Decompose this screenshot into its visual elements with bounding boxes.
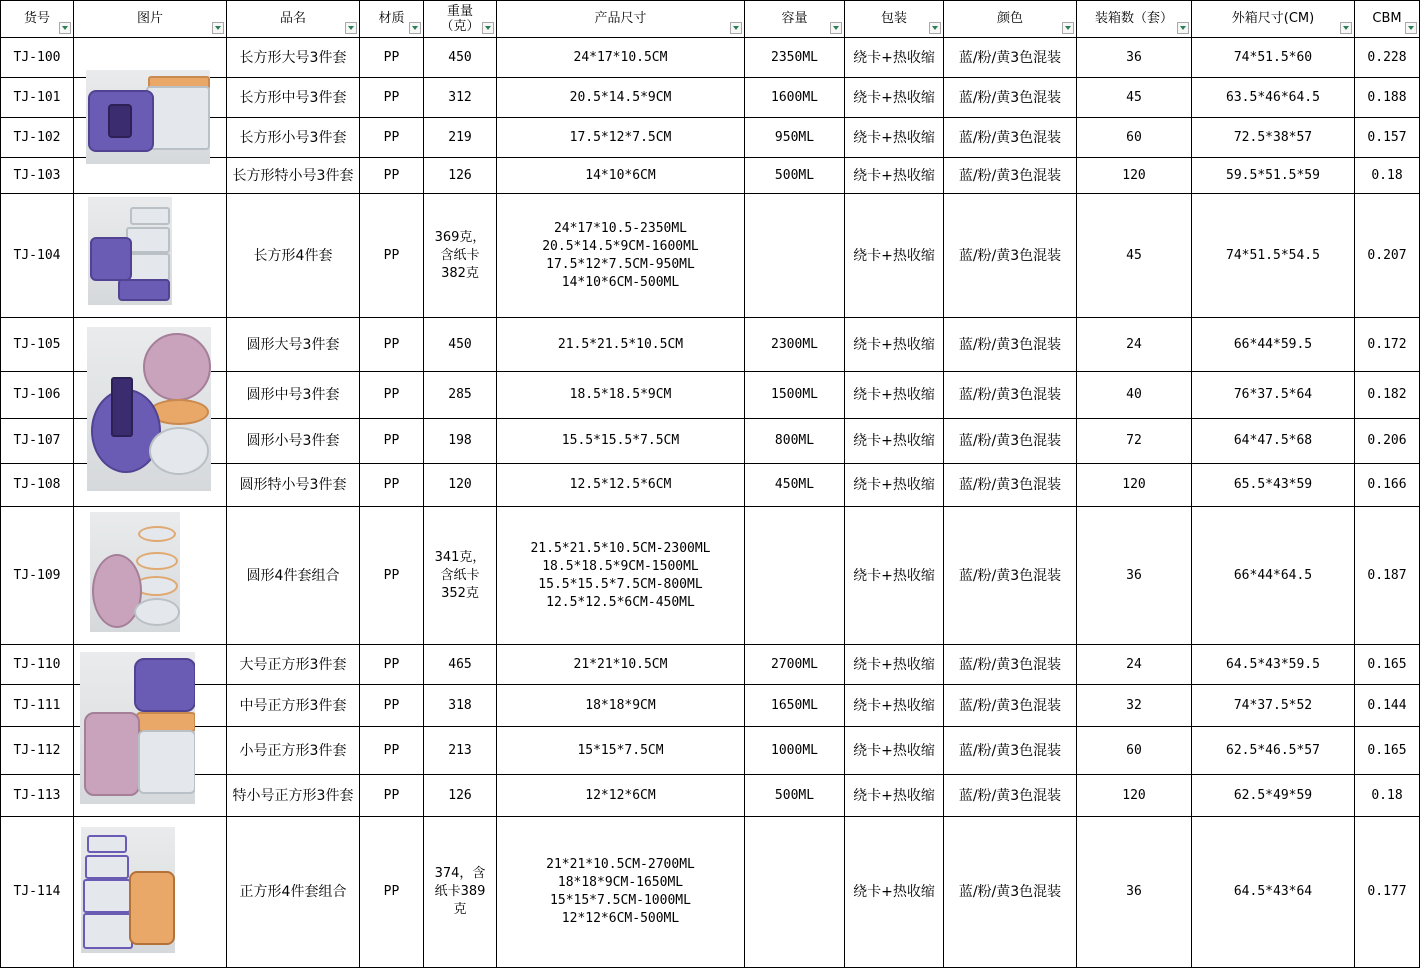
- filter-dropdown-icon[interactable]: [830, 22, 842, 34]
- product-photo: [81, 827, 175, 953]
- cell-material[interactable]: PP: [383, 89, 400, 105]
- cell-size[interactable]: 18*18*9CM: [585, 697, 656, 713]
- container-shape: [130, 207, 170, 225]
- cell-cbm[interactable]: 0.166: [1367, 477, 1407, 492]
- filter-dropdown-icon[interactable]: [345, 22, 357, 34]
- container-shape: [134, 658, 195, 712]
- container-shape: [111, 377, 133, 437]
- cell-name[interactable]: 特小号正方形3件套: [232, 787, 354, 804]
- filter-dropdown-icon[interactable]: [730, 22, 742, 34]
- container-shape: [143, 333, 211, 401]
- filter-dropdown-icon[interactable]: [1340, 22, 1352, 34]
- cell-color[interactable]: 蓝/粉/黄3色混装: [958, 336, 1062, 353]
- cell-qty[interactable]: 36: [1126, 567, 1142, 583]
- cell-packing[interactable]: 绕卡+热收缩: [853, 89, 935, 106]
- cell-weight[interactable]: 219: [448, 129, 472, 145]
- cell-packing[interactable]: 绕卡+热收缩: [853, 656, 935, 673]
- cell-weight[interactable]: 369克， 含纸卡 382克: [434, 229, 486, 281]
- cell-capacity[interactable]: 500ML: [774, 167, 815, 183]
- cell-material[interactable]: PP: [383, 884, 400, 899]
- cell-capacity[interactable]: 950ML: [774, 129, 815, 145]
- cell-carton[interactable]: 74*51.5*60: [1233, 49, 1313, 65]
- cell-code[interactable]: TJ-113: [13, 787, 61, 803]
- cell-name[interactable]: 大号正方形3件套: [239, 656, 347, 673]
- filter-dropdown-icon[interactable]: [1405, 22, 1417, 34]
- cell-cbm[interactable]: 0.228: [1367, 49, 1407, 65]
- cell-carton[interactable]: 64.5*43*59.5: [1226, 656, 1320, 672]
- cell-packing[interactable]: 绕卡+热收缩: [853, 742, 935, 759]
- cell-packing[interactable]: 绕卡+热收缩: [853, 336, 935, 353]
- cell-carton[interactable]: 62.5*49*59: [1233, 787, 1313, 803]
- cell-material[interactable]: PP: [383, 433, 400, 448]
- grid-column-line: [73, 0, 74, 968]
- cell-qty[interactable]: 45: [1126, 247, 1142, 263]
- cell-size[interactable]: 15.5*15.5*7.5CM: [561, 433, 680, 448]
- cell-cbm[interactable]: 0.182: [1367, 387, 1407, 402]
- cell-weight[interactable]: 374，含 纸卡389 克: [434, 866, 486, 917]
- cell-qty[interactable]: 60: [1126, 129, 1142, 145]
- cell-material[interactable]: PP: [383, 697, 400, 713]
- cell-packing[interactable]: 绕卡+热收缩: [853, 477, 935, 493]
- product-photo: [88, 197, 172, 305]
- cell-material[interactable]: PP: [383, 247, 400, 263]
- filter-dropdown-icon[interactable]: [409, 22, 421, 34]
- cell-code[interactable]: TJ-103: [13, 167, 61, 183]
- cell-capacity[interactable]: 500ML: [774, 787, 815, 803]
- cell-color[interactable]: 蓝/粉/黄3色混装: [958, 884, 1062, 900]
- cell-carton[interactable]: 72.5*38*57: [1233, 129, 1313, 145]
- cell-material[interactable]: PP: [383, 49, 400, 65]
- product-photo: [87, 327, 211, 491]
- container-shape: [138, 526, 176, 542]
- column-header-size[interactable]: 产品尺寸: [594, 11, 647, 26]
- cell-name[interactable]: 长方形中号3件套: [239, 89, 347, 106]
- cell-material[interactable]: PP: [383, 387, 400, 402]
- cell-cbm[interactable]: 0.206: [1367, 433, 1407, 448]
- cell-material[interactable]: PP: [383, 129, 400, 145]
- cell-color[interactable]: 蓝/粉/黄3色混装: [958, 787, 1062, 804]
- cell-weight[interactable]: 341克， 含纸卡 352克: [434, 549, 486, 601]
- cell-weight[interactable]: 465: [448, 656, 472, 672]
- column-header-carton[interactable]: 外箱尺寸(CM): [1231, 11, 1315, 26]
- column-header-capacity[interactable]: 容量: [781, 11, 808, 26]
- cell-name[interactable]: 圆形小号3件套: [246, 433, 340, 449]
- cell-name[interactable]: 圆形中号3件套: [246, 387, 340, 403]
- cell-qty[interactable]: 36: [1126, 49, 1142, 65]
- cell-code[interactable]: TJ-106: [13, 387, 61, 402]
- cell-material[interactable]: PP: [383, 787, 400, 803]
- cell-cbm[interactable]: 0.188: [1367, 89, 1407, 105]
- cell-size[interactable]: 24*17*10.5-2350ML 20.5*14.5*9CM-1600ML 17.5*12*7.5CM-950ML 14*10*6CM-500ML: [542, 220, 699, 290]
- column-header-cbm[interactable]: CBM: [1372, 11, 1402, 26]
- column-header-code[interactable]: 货号: [23, 11, 50, 26]
- cell-material[interactable]: PP: [383, 167, 400, 183]
- cell-code[interactable]: TJ-101: [13, 89, 61, 105]
- cell-carton[interactable]: 74*51.5*54.5: [1226, 247, 1320, 263]
- cell-capacity[interactable]: 450ML: [774, 477, 815, 492]
- cell-code[interactable]: TJ-109: [13, 567, 61, 583]
- cell-name[interactable]: 长方形小号3件套: [239, 129, 347, 146]
- cell-code[interactable]: TJ-100: [13, 49, 61, 65]
- cell-capacity[interactable]: 2300ML: [771, 336, 818, 352]
- container-shape: [83, 879, 131, 913]
- cell-size[interactable]: 14*10*6CM: [585, 167, 656, 183]
- filter-dropdown-icon[interactable]: [212, 22, 224, 34]
- container-shape: [126, 227, 170, 253]
- cell-weight[interactable]: 126: [448, 787, 472, 803]
- cell-packing[interactable]: 绕卡+热收缩: [853, 884, 935, 900]
- cell-qty[interactable]: 120: [1122, 787, 1146, 803]
- cell-packing[interactable]: 绕卡+热收缩: [853, 129, 935, 146]
- cell-code[interactable]: TJ-104: [13, 247, 61, 263]
- cell-size[interactable]: 21*21*10.5CM: [573, 656, 668, 672]
- container-shape: [118, 279, 170, 301]
- cell-weight[interactable]: 213: [448, 742, 472, 758]
- cell-qty[interactable]: 24: [1126, 336, 1142, 352]
- cell-code[interactable]: TJ-108: [13, 477, 61, 492]
- cell-capacity[interactable]: [745, 194, 844, 317]
- cell-cbm[interactable]: 0.18: [1371, 787, 1403, 803]
- column-header-qty[interactable]: 装箱数（套）: [1094, 11, 1173, 26]
- cell-material[interactable]: PP: [383, 336, 400, 352]
- cell-weight[interactable]: 312: [448, 89, 472, 105]
- container-shape: [108, 104, 132, 138]
- cell-cbm[interactable]: 0.165: [1367, 656, 1407, 672]
- filter-dropdown-icon[interactable]: [482, 22, 494, 34]
- container-shape: [83, 913, 133, 949]
- cell-name[interactable]: 圆形特小号3件套: [239, 477, 347, 493]
- cell-packing[interactable]: 绕卡+热收缩: [853, 697, 935, 714]
- cell-qty[interactable]: 60: [1126, 742, 1142, 758]
- container-shape: [136, 712, 195, 732]
- filter-dropdown-icon[interactable]: [1062, 22, 1074, 34]
- cell-size[interactable]: 17.5*12*7.5CM: [569, 129, 672, 145]
- cell-color[interactable]: 蓝/粉/黄3色混装: [958, 742, 1062, 759]
- cell-carton[interactable]: 64*47.5*68: [1233, 433, 1313, 448]
- cell-code[interactable]: TJ-112: [13, 742, 61, 758]
- column-header-packing[interactable]: 包装: [880, 11, 907, 26]
- cell-color[interactable]: 蓝/粉/黄3色混装: [958, 567, 1062, 584]
- container-shape: [90, 237, 132, 281]
- cell-weight[interactable]: 198: [448, 433, 472, 448]
- container-shape: [129, 871, 175, 945]
- cell-packing[interactable]: 绕卡+热收缩: [853, 49, 935, 66]
- cell-packing[interactable]: 绕卡+热收缩: [853, 567, 935, 584]
- product-photo: [86, 70, 210, 164]
- cell-cbm[interactable]: 0.187: [1367, 567, 1407, 583]
- column-header-weight[interactable]: 重量 （克）: [440, 3, 480, 34]
- cell-carton[interactable]: 62.5*46.5*57: [1226, 742, 1320, 758]
- column-header-material[interactable]: 材质: [378, 11, 405, 26]
- cell-capacity[interactable]: 1000ML: [771, 742, 818, 758]
- column-header-image[interactable]: 图片: [136, 11, 163, 26]
- cell-size[interactable]: 20.5*14.5*9CM: [569, 89, 672, 105]
- product-photo: [80, 652, 195, 804]
- cell-size[interactable]: 21.5*21.5*10.5CM: [557, 336, 684, 352]
- cell-capacity[interactable]: 1600ML: [771, 89, 818, 105]
- cell-qty[interactable]: 40: [1126, 387, 1142, 402]
- container-shape: [136, 552, 178, 570]
- cell-code[interactable]: TJ-111: [13, 697, 61, 713]
- cell-weight[interactable]: 318: [448, 697, 472, 713]
- cell-cbm[interactable]: 0.157: [1367, 129, 1407, 145]
- cell-color[interactable]: 蓝/粉/黄3色混装: [958, 167, 1062, 184]
- cell-capacity[interactable]: [745, 817, 844, 967]
- cell-weight[interactable]: 120: [448, 477, 472, 492]
- cell-cbm[interactable]: 0.144: [1367, 697, 1407, 713]
- container-shape: [87, 835, 127, 853]
- cell-weight[interactable]: 450: [448, 336, 472, 352]
- cell-name[interactable]: 中号正方形3件套: [239, 697, 347, 714]
- cell-name[interactable]: 小号正方形3件套: [239, 742, 347, 759]
- cell-packing[interactable]: 绕卡+热收缩: [853, 787, 935, 804]
- cell-name[interactable]: 圆形大号3件套: [246, 336, 340, 353]
- cell-carton[interactable]: 74*37.5*52: [1233, 697, 1313, 713]
- container-shape: [146, 86, 210, 150]
- cell-material[interactable]: PP: [383, 656, 400, 672]
- cell-qty[interactable]: 45: [1126, 89, 1142, 105]
- cell-size[interactable]: 12.5*12.5*6CM: [569, 477, 672, 492]
- cell-cbm[interactable]: 0.177: [1367, 884, 1407, 899]
- cell-qty[interactable]: 36: [1126, 884, 1142, 899]
- cell-color[interactable]: 蓝/粉/黄3色混装: [958, 49, 1062, 66]
- cell-name[interactable]: 圆形4件套组合: [246, 567, 340, 584]
- cell-carton[interactable]: 66*44*59.5: [1233, 336, 1313, 352]
- cell-material[interactable]: PP: [383, 742, 400, 758]
- cell-size[interactable]: 12*12*6CM: [585, 787, 656, 803]
- cell-code[interactable]: TJ-107: [13, 433, 61, 448]
- cell-capacity[interactable]: 2350ML: [771, 49, 818, 65]
- cell-qty[interactable]: 24: [1126, 656, 1142, 672]
- cell-carton[interactable]: 64.5*43*64: [1233, 884, 1313, 899]
- cell-weight[interactable]: 285: [448, 387, 472, 402]
- cell-packing[interactable]: 绕卡+热收缩: [853, 247, 935, 264]
- cell-color[interactable]: 蓝/粉/黄3色混装: [958, 247, 1062, 264]
- cell-color[interactable]: 蓝/粉/黄3色混装: [958, 697, 1062, 714]
- cell-code[interactable]: TJ-102: [13, 129, 61, 145]
- cell-weight[interactable]: 450: [448, 49, 472, 65]
- container-shape: [138, 730, 195, 794]
- cell-color[interactable]: 蓝/粉/黄3色混装: [958, 477, 1062, 493]
- cell-color[interactable]: 蓝/粉/黄3色混装: [958, 89, 1062, 106]
- cell-size[interactable]: 21*21*10.5CM-2700ML 18*18*9CM-1650ML 15*15*7.5CM-1000ML 12*12*6CM-500ML: [546, 857, 695, 926]
- cell-carton[interactable]: 76*37.5*64: [1233, 387, 1313, 402]
- cell-size[interactable]: 18.5*18.5*9CM: [569, 387, 672, 402]
- container-shape: [85, 855, 129, 879]
- cell-capacity[interactable]: 2700ML: [771, 656, 818, 672]
- cell-material[interactable]: PP: [383, 567, 400, 583]
- cell-packing[interactable]: 绕卡+热收缩: [853, 433, 935, 449]
- product-photo: [90, 512, 180, 632]
- cell-carton[interactable]: 65.5*43*59: [1233, 477, 1313, 492]
- cell-capacity[interactable]: 1500ML: [771, 387, 818, 402]
- cell-cbm[interactable]: 0.165: [1367, 742, 1407, 758]
- container-shape: [149, 427, 209, 475]
- cell-color[interactable]: 蓝/粉/黄3色混装: [958, 433, 1062, 449]
- cell-cbm[interactable]: 0.18: [1371, 167, 1403, 183]
- cell-capacity[interactable]: 800ML: [774, 433, 815, 448]
- cell-packing[interactable]: 绕卡+热收缩: [853, 167, 935, 184]
- cell-qty[interactable]: 32: [1126, 697, 1142, 713]
- column-header-color[interactable]: 颜色: [996, 11, 1023, 26]
- container-shape: [84, 712, 140, 796]
- cell-code[interactable]: TJ-114: [13, 884, 61, 899]
- cell-capacity[interactable]: 1650ML: [771, 697, 818, 713]
- cell-carton[interactable]: 59.5*51.5*59: [1226, 167, 1320, 183]
- cell-name[interactable]: 长方形大号3件套: [239, 49, 347, 66]
- cell-weight[interactable]: 126: [448, 167, 472, 183]
- cell-capacity[interactable]: [745, 507, 844, 644]
- cell-color[interactable]: 蓝/粉/黄3色混装: [958, 387, 1062, 403]
- container-shape: [134, 598, 180, 626]
- column-header-name[interactable]: 品名: [279, 11, 306, 26]
- cell-packing[interactable]: 绕卡+热收缩: [853, 387, 935, 403]
- cell-qty[interactable]: 120: [1122, 477, 1146, 492]
- cell-color[interactable]: 蓝/粉/黄3色混装: [958, 656, 1062, 673]
- cell-cbm[interactable]: 0.172: [1367, 336, 1407, 352]
- cell-code[interactable]: TJ-110: [13, 656, 61, 672]
- cell-material[interactable]: PP: [383, 477, 400, 492]
- filter-dropdown-icon[interactable]: [1177, 22, 1189, 34]
- cell-qty[interactable]: 72: [1126, 433, 1142, 448]
- cell-code[interactable]: TJ-105: [13, 336, 61, 352]
- cell-qty[interactable]: 120: [1122, 167, 1146, 183]
- cell-name[interactable]: 长方形4件套: [253, 247, 333, 264]
- cell-size[interactable]: 24*17*10.5CM: [573, 49, 668, 65]
- cell-carton[interactable]: 66*44*64.5: [1233, 567, 1313, 583]
- cell-size[interactable]: 21.5*21.5*10.5CM-2300ML 18.5*18.5*9CM-1500ML 15.5*15.5*7.5CM-800ML 12.5*12.5*6CM-450ML: [530, 540, 711, 610]
- cell-size[interactable]: 15*15*7.5CM: [577, 742, 664, 758]
- filter-dropdown-icon[interactable]: [929, 22, 941, 34]
- cell-color[interactable]: 蓝/粉/黄3色混装: [958, 129, 1062, 146]
- cell-name[interactable]: 长方形特小号3件套: [232, 167, 354, 184]
- cell-name[interactable]: 正方形4件套组合: [239, 884, 347, 900]
- filter-dropdown-icon[interactable]: [59, 22, 71, 34]
- cell-cbm[interactable]: 0.207: [1367, 247, 1407, 263]
- cell-carton[interactable]: 63.5*46*64.5: [1226, 89, 1320, 105]
